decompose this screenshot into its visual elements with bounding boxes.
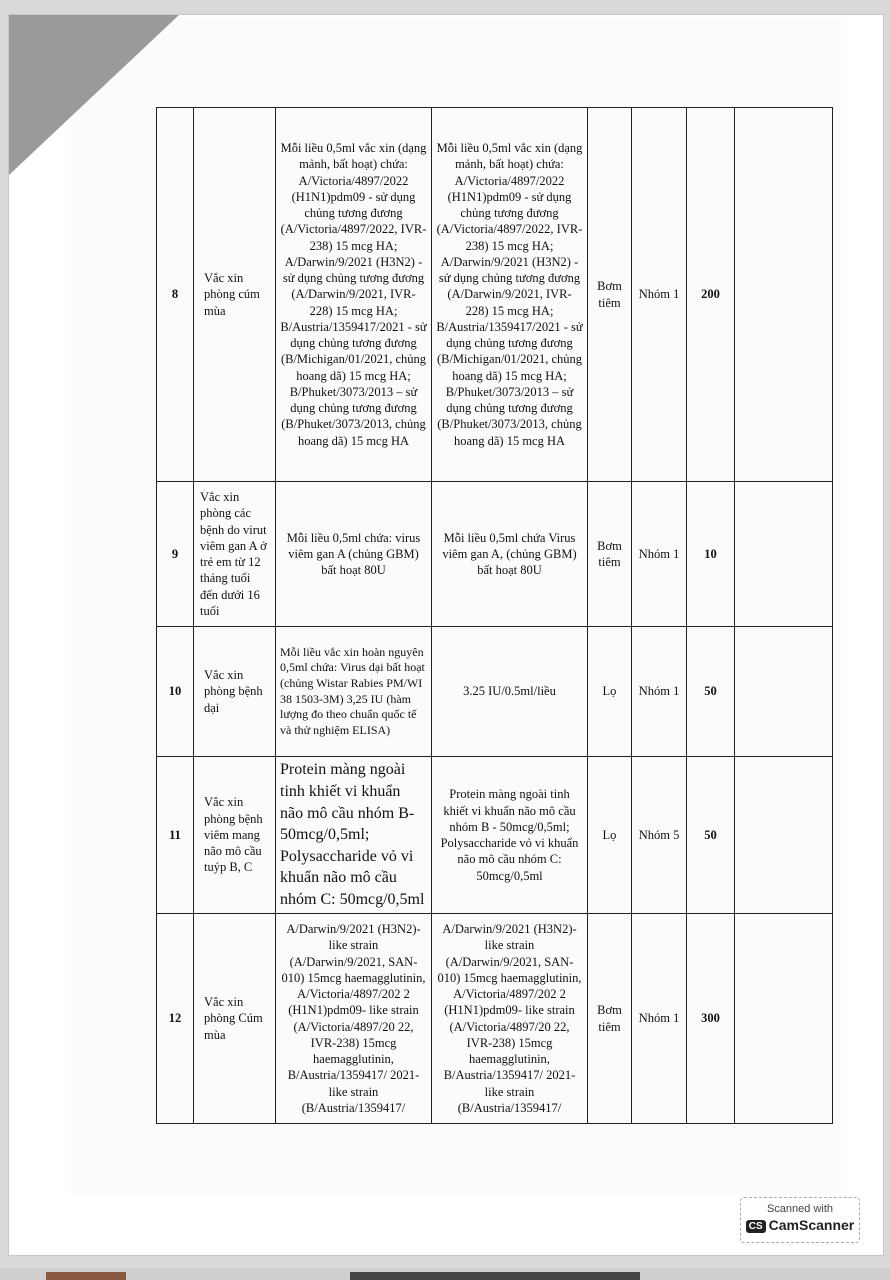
vaccine-table [156,107,833,1124]
composition-offered: Mỗi liều 0,5ml chứa Virus viêm gan A, (chủng GBM) bất hoạt 80U [432,482,588,627]
table-row [157,482,833,627]
dosage-form: Bơm tiêm [588,108,632,482]
camscanner-logo-icon: CS [746,1220,766,1233]
composition-requested: Mỗi liều vắc xin hoàn nguyên 0,5ml chứa: Virus dại bất hoạt (chủng Wistar Rabies PM/WI 38 1503-3M) 3,25 IU (hàm lượng đo theo chuẩn quốc tế và thử nghiệm ELISA) [276,627,432,757]
quantity: 50 [687,627,735,757]
composition-offered: A/Darwin/9/2021 (H3N2)-like strain (A/Darwin/9/2021, SAN-010) 15mcg haemagglutinin, A/Victoria/4897/202 2 (H1N1)pdm09- like strain (A/Victoria/4897/20 22, IVR-238) 15mcg haemagglutinin, B/Austria/1359417/ 2021-like strain (B/Austria/1359417/ [432,914,588,1124]
table-row [157,757,833,914]
empty-cell [735,482,833,627]
composition-offered: Protein màng ngoài tinh khiết vi khuẩn não mô cầu nhóm B - 50mcg/0,5ml; Polysaccharide vỏ vi khuẩn não mô cầu nhóm C: 50mcg/0,5ml [432,757,588,914]
quantity: 50 [687,757,735,914]
quantity: 10 [687,482,735,627]
quantity: 200 [687,108,735,482]
table-row [157,108,833,482]
group: Nhóm 1 [632,482,687,627]
page-corner-shadow [9,15,179,175]
vaccine-name: Vắc xin phòng Cúm mùa [194,914,276,1124]
empty-cell [735,108,833,482]
badge-caption: Scanned with [766,1203,834,1215]
row-number: 9 [157,482,194,627]
group: Nhóm 1 [632,108,687,482]
badge-brand [741,1217,859,1233]
dosage-form: Lọ [588,627,632,757]
edge-mark [350,1272,640,1280]
empty-cell [735,757,833,914]
composition-requested: Mỗi liều 0,5ml vắc xin (dạng mảnh, bất hoạt) chứa: A/Victoria/4897/2022 (H1N1)pdm09 - sử dụng chủng tương đương (A/Victoria/4897/2022, IVR-238) 15 mcg HA; A/Darwin/9/2021 (H3N2) - sử dụng chủng tương đương (A/Darwin/9/2021, IVR-228) 15 mcg HA; B/Austria/1359417/2021 - sử dụng chủng tương đương (B/Michigan/01/2021, chủng hoang dã) 15 mcg HA; B/Phuket/3073/2013 – sử dụng chủng tương đương (B/Phuket/3073/2013, chủng hoang dã) 15 mcg HA [276,108,432,482]
row-number: 11 [157,757,194,914]
table-row [157,914,833,1124]
dosage-form: Lọ [588,757,632,914]
dosage-form: Bơm tiêm [588,482,632,627]
badge-brand-text: CamScanner [768,1217,855,1233]
empty-cell [735,914,833,1124]
table-row [157,627,833,757]
group: Nhóm 5 [632,757,687,914]
vaccine-name: Vắc xin phòng bệnh viêm mang não mô cầu tuýp B, C [194,757,276,914]
group: Nhóm 1 [632,627,687,757]
scan-frame [8,14,884,1256]
empty-cell [735,627,833,757]
quantity: 300 [687,914,735,1124]
vaccine-name: Vắc xin phòng cúm mùa [194,108,276,482]
camscanner-badge [740,1197,860,1243]
edge-mark [46,1272,126,1280]
composition-offered: 3.25 IU/0.5ml/liều [432,627,588,757]
row-number: 10 [157,627,194,757]
dosage-form: Bơm tiêm [588,914,632,1124]
composition-offered: Mỗi liều 0,5ml vắc xin (dạng mảnh, bất hoạt) chứa: A/Victoria/4897/2022 (H1N1)pdm09 - sử dụng chủng tương đương (A/Victoria/4897/2022, IVR-238) 15 mcg HA; A/Darwin/9/2021 (H3N2) - sử dụng chủng tương đương (A/Darwin/9/2021, IVR-228) 15 mcg HA; B/Austria/1359417/2021 - sử dụng chủng tương đương (B/Michigan/01/2021, chủng hoang dã) 15 mcg HA; B/Phuket/3073/2013 – sử dụng chủng tương đương (B/Phuket/3073/2013, chủng hoang dã) 15 mcg HA [432,108,588,482]
group: Nhóm 1 [632,914,687,1124]
composition-requested: Protein màng ngoài tinh khiết vi khuẩn não mô cầu nhóm B-50mcg/0,5ml; Polysaccharide vỏ vi khuẩn não mô cầu nhóm C: 50mcg/0,5ml [276,757,432,914]
vaccine-name: Vắc xin phòng bệnh dại [194,627,276,757]
row-number: 8 [157,108,194,482]
vaccine-name: Vắc xin phòng các bệnh do virut viêm gan A ở trẻ em từ 12 tháng tuổi đến dưới 16 tuổi [194,482,276,627]
next-page-edge [0,1268,890,1280]
row-number: 12 [157,914,194,1124]
composition-requested: Mỗi liều 0,5ml chứa: virus viêm gan A (chủng GBM) bất hoạt 80U [276,482,432,627]
composition-requested: A/Darwin/9/2021 (H3N2)-like strain (A/Darwin/9/2021, SAN-010) 15mcg haemagglutinin, A/Victoria/4897/202 2 (H1N1)pdm09- like strain (A/Victoria/4897/20 22, IVR-238) 15mcg haemagglutinin, B/Austria/1359417/ 2021-like strain (B/Austria/1359417/ [276,914,432,1124]
